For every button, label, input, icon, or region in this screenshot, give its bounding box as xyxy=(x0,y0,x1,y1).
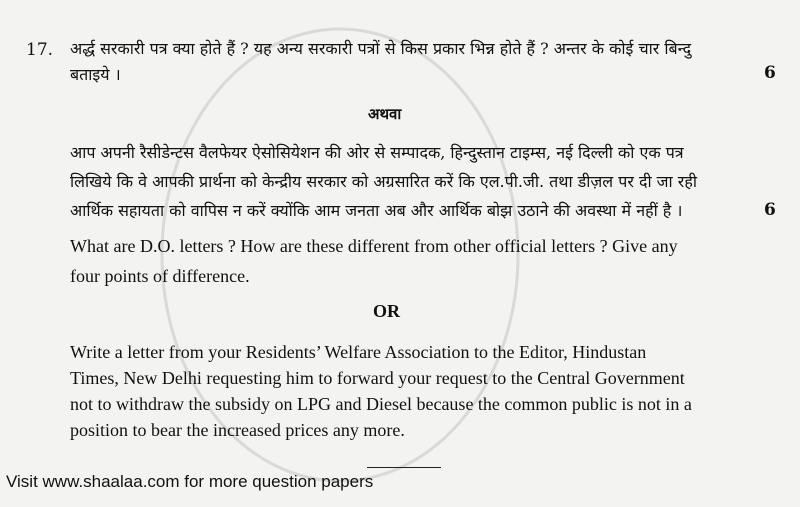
marks-label-1: 6 xyxy=(764,63,776,83)
or-label: OR xyxy=(373,301,400,321)
alternative-english-line-2: Times, New Delhi requesting him to forward your request to the Central Government xyxy=(70,368,685,388)
alternative-english-line-4: position to bear the increased prices any more. xyxy=(70,420,405,440)
alternative-english-line-1: Write a letter from your Residents’ Welfare Association to the Editor, Hindustan xyxy=(70,342,647,362)
alternative-hindi-line-2: लिखिये कि वे आपकी प्रार्थना को केन्द्रीय सरकार को अग्रसारित करें कि एल.पी.जी. तथा डीज़ल पर दी जा रही xyxy=(70,172,697,191)
question-english-line-1: What are D.O. letters ? How are these different from other official letters ? Give any xyxy=(70,236,678,256)
question-hindi-line-2: बताइये । xyxy=(70,65,121,84)
question-hindi-line-1: अर्द्ध सरकारी पत्र क्या होते हैं ? यह अन्य सरकारी पत्रों से किस प्रकार भिन्न होते हैं ? अन्तर के कोई चार बिन्दु xyxy=(70,39,692,58)
question-number: 17. xyxy=(26,40,54,60)
question-english-line-2: four points of difference. xyxy=(70,266,250,286)
alternative-heading-hindi: अथवा xyxy=(368,105,402,123)
alternative-english-line-3: not to withdraw the subsidy on LPG and Diesel because the common public is not in a xyxy=(70,394,692,414)
alternative-hindi-line-1: आप अपनी रैसीडेन्टस वैलफेयर ऐसोसियेशन की ओर से सम्पादक, हिन्दुस्तान टाइम्स, नई दिल्ली को एक पत्र xyxy=(70,143,684,162)
alternative-hindi-line-3: आर्थिक सहायता को वापिस न करें क्योंकि आम जनता अब और आर्थिक बोझ उठाने की अवस्था में नहीं है । xyxy=(70,201,683,220)
end-rule xyxy=(367,467,441,468)
marks-label-2: 6 xyxy=(764,200,776,220)
footer-text: Visit www.shaalaa.com for more question papers xyxy=(6,472,374,491)
